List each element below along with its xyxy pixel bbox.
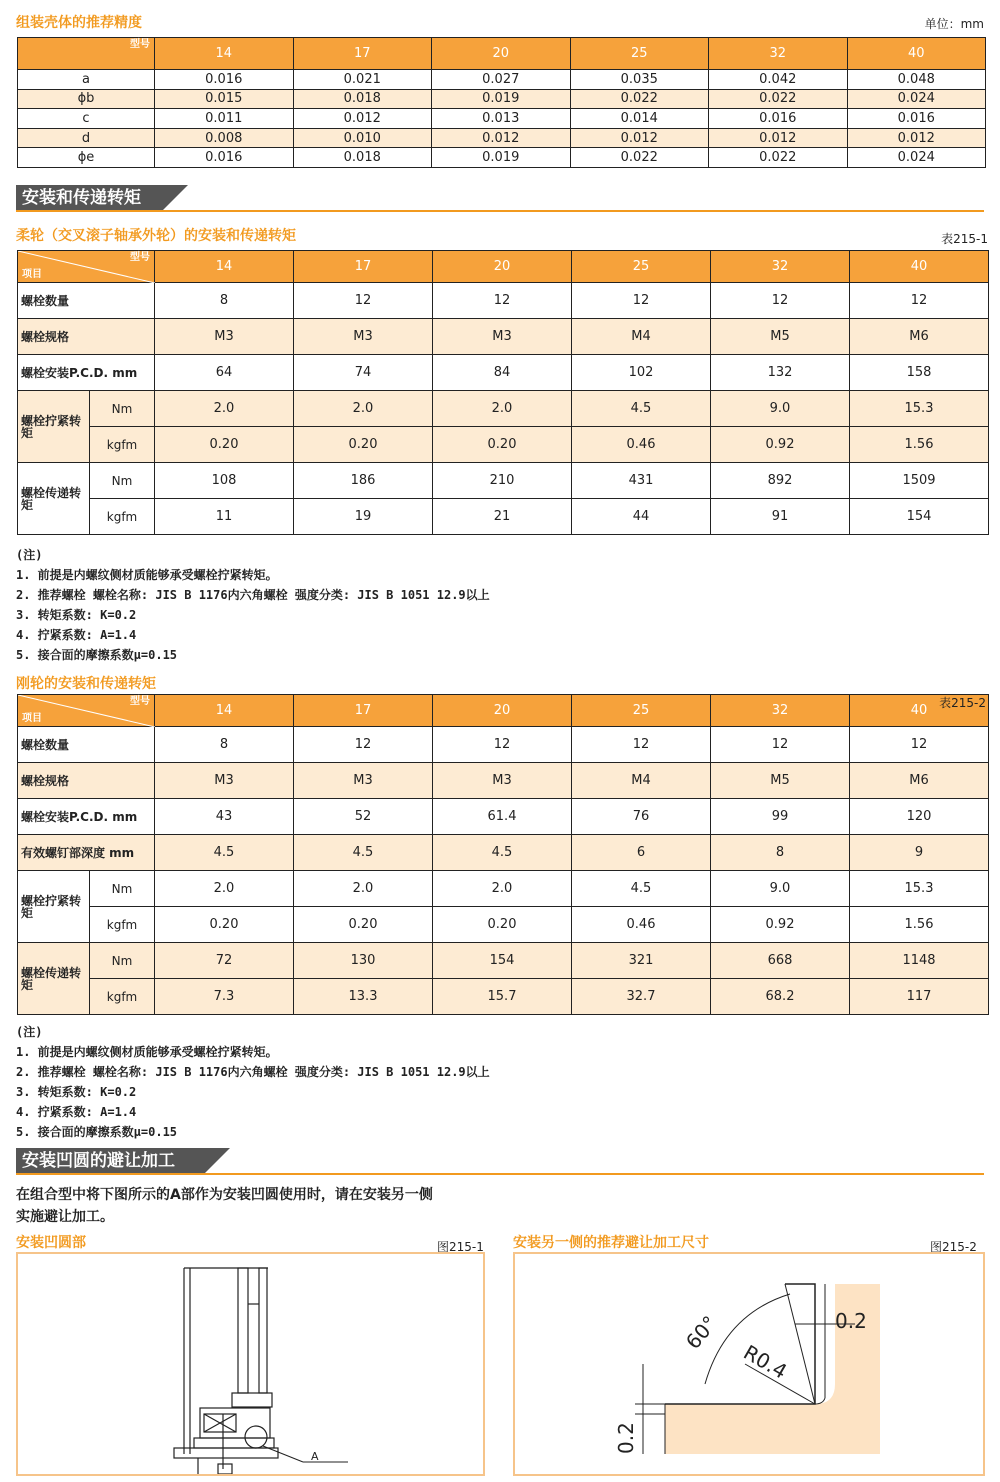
model-header: 20 [433, 251, 572, 283]
table-row: c 0.011 0.012 0.013 0.014 0.016 0.016 [18, 109, 986, 129]
band-line [16, 1173, 984, 1175]
table-row: 螺栓规格 M3 M3 M3 M4 M5 M6 [18, 319, 989, 355]
fig2-no: 图215-2 [930, 1240, 977, 1254]
model-header: 17 [294, 695, 433, 727]
model-header: 14 [155, 695, 294, 727]
relief-section-band: 安装凹圆的避让加工 [16, 1148, 204, 1174]
table-row: kgfm 0.20 0.20 0.20 0.46 0.92 1.56 [18, 427, 989, 463]
model-header: 25 [572, 251, 711, 283]
fig2-frame [513, 1252, 985, 1476]
fig1-frame [16, 1252, 485, 1476]
fig1-drawing [18, 1254, 483, 1474]
install-section-band: 安装和传递转矩 [16, 185, 162, 211]
table-row: 螺栓拧紧转矩 Nm 2.0 2.0 2.0 4.5 9.0 15.3 [18, 391, 989, 427]
notes-2: (注) 1. 前提是内螺纹侧材质能够承受螺栓拧紧转矩。 2. 推荐螺栓 螺栓名称: JIS B 1176内六角螺栓 强度分类: JIS B 1051 12.9以上 3. 转矩系数: K=0.2 4. 拧紧系数: A=1.4 5. 接合面的摩擦系数μ=0.15 [16, 1025, 490, 1139]
table-row: kgfm 0.20 0.20 0.20 0.46 0.92 1.56 [18, 907, 989, 943]
flex-table [17, 250, 989, 535]
model-header: 40 [850, 251, 989, 283]
model-header: 40 [847, 38, 986, 70]
model-header: 14 [155, 38, 294, 70]
precision-title: 组装壳体的推荐精度 [16, 15, 142, 31]
table-row: 螺栓传递转矩 Nm 72 130 154 321 668 1148 [18, 943, 989, 979]
table-row: ϕb 0.015 0.018 0.019 0.022 0.022 0.024 [18, 89, 986, 109]
table-row: 有效螺钉部深度 mm 4.5 4.5 4.5 6 8 9 [18, 835, 989, 871]
table-row: kgfm 7.3 13.3 15.7 32.7 68.2 117 [18, 979, 989, 1015]
dim-top-label: 0.2 [835, 1309, 867, 1333]
notes-1: (注) 1. 前提是内螺纹侧材质能够承受螺栓拧紧转矩。 2. 推荐螺栓 螺栓名称: JIS B 1176内六角螺栓 强度分类: JIS B 1051 12.9以上 3. 转矩系数: K=0.2 4. 拧紧系数: A=1.4 5. 接合面的摩擦系数μ=0.15 [16, 548, 490, 662]
circle-a [245, 1426, 267, 1448]
table-row: a 0.016 0.021 0.027 0.035 0.042 0.048 [18, 70, 986, 90]
label-a: A [311, 1450, 319, 1463]
table-row: kgfm 11 19 21 44 91 154 [18, 499, 989, 535]
fig1-title: 安装凹圆部 [16, 1235, 86, 1251]
table-row: ϕe 0.016 0.018 0.019 0.022 0.022 0.024 [18, 148, 986, 168]
flex-table-no: 表215-1 [941, 232, 988, 246]
table-row: 螺栓安装P.C.D. mm 64 74 84 102 132 158 [18, 355, 989, 391]
precision-corner: 型号 [18, 38, 155, 70]
model-header: 32 [711, 695, 850, 727]
unit-label: 单位：mm [924, 17, 984, 31]
table-row: d 0.008 0.010 0.012 0.012 0.012 0.012 [18, 128, 986, 148]
rigid-table [17, 694, 989, 1015]
table-row: 螺栓传递转矩 Nm 108 186 210 431 892 1509 [18, 463, 989, 499]
table-row: 螺栓安装P.C.D. mm 43 52 61.4 76 99 120 [18, 799, 989, 835]
radius-label: R0.4 [739, 1340, 792, 1384]
table-row: 螺栓拧紧转矩 Nm 2.0 2.0 2.0 4.5 9.0 15.3 [18, 871, 989, 907]
band-tail [162, 185, 188, 211]
model-header: 17 [294, 251, 433, 283]
model-header: 32 [711, 251, 850, 283]
flex-corner: 型号 项目 [18, 251, 155, 283]
fig1-no: 图215-1 [437, 1240, 484, 1254]
fig2-title: 安装另一侧的推荐避让加工尺寸 [513, 1235, 709, 1251]
table-row: 螺栓规格 M3 M3 M3 M4 M5 M6 [18, 763, 989, 799]
table-row: 螺栓数量 8 12 12 12 12 12 [18, 283, 989, 319]
angle-label: 60° [680, 1311, 722, 1354]
model-header: 20 [433, 695, 572, 727]
rigid-title: 刚轮的安装和传递转矩 [16, 676, 156, 692]
model-header: 14 [155, 251, 294, 283]
rigid-corner: 型号 项目 [18, 695, 155, 727]
flex-title: 柔轮（交叉滚子轴承外轮）的安装和传递转矩 [16, 228, 296, 244]
model-header: 25 [572, 695, 711, 727]
band-tail [204, 1148, 230, 1174]
rigid-table-no: 表215-2 [939, 696, 986, 710]
band-line [16, 210, 984, 212]
model-header: 32 [709, 38, 848, 70]
relief-paragraph: 在组合型中将下图所示的A部作为安装凹圆使用时，请在安装另一侧 实施避让加工。 [16, 1187, 433, 1225]
table-row: 螺栓数量 8 12 12 12 12 12 [18, 727, 989, 763]
fig2-drawing [515, 1254, 983, 1474]
dim-side-label: 0.2 [614, 1422, 638, 1454]
model-header: 20 [432, 38, 571, 70]
precision-table [17, 37, 986, 168]
model-header: 17 [293, 38, 432, 70]
model-header: 25 [570, 38, 709, 70]
model-header-last: 40 表215-2 [850, 695, 989, 727]
